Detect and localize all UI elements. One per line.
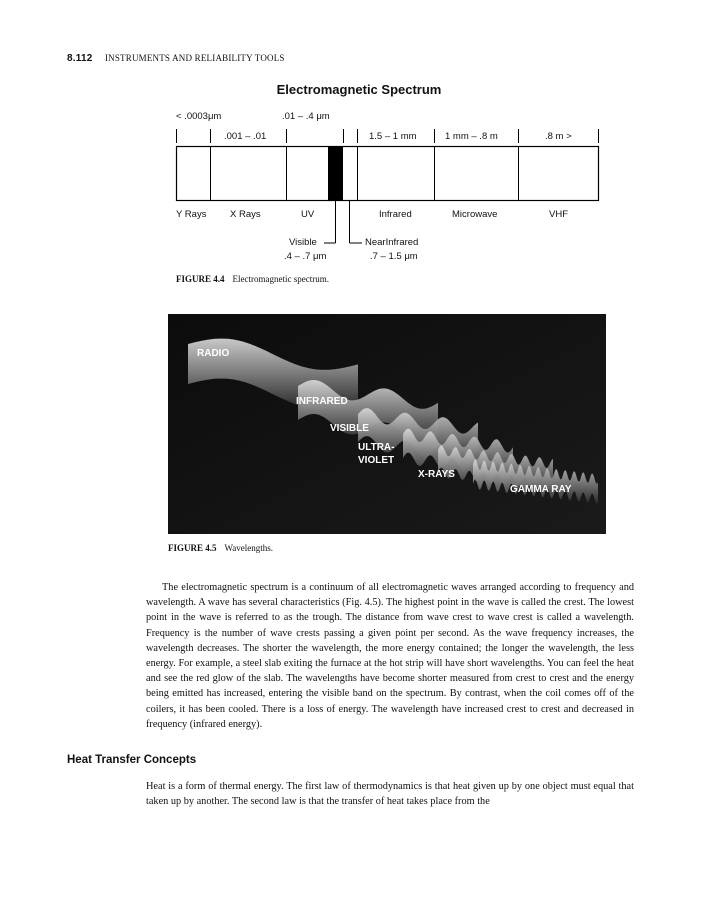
range-uv: .01 – .4 μm (282, 111, 330, 122)
wave-label-ultra: ULTRA- (358, 442, 395, 453)
paragraph: The electromagnetic spectrum is a continuum of all electromagnetic waves arranged according to frequency and wavelength. A wave has several characteristics (Fig. 4.5). The highest point in the wave is called the crest. The lowest point in the wave is referred to as the trough. The distance from wave crest to wave crest is called a wavelength. Frequency is the number of wave crests passing a given point per second. As the wave frequency increases, the wavelength decreases. The shorter the wavelength, the more energy contained; the longer the wavelength, the less energy. For example, a steel slab exiting the furnace at the hot strip will have short wavelengths. You can feel the heat and see the red glow of the slab. The wavelengths have become shorter measured from crest to crest and the energy being emitted has increased, entering the visible band on the spectrum. By contrast, when the coil comes off of the coilers, it has been cooled. There is a loss of energy. The wavelength have increased crest to crest and decreased in frequency (infrared energy). (146, 582, 634, 730)
section-text (146, 779, 634, 809)
range-gamma: < .0003μm (176, 111, 222, 122)
wave-label-visible: VISIBLE (330, 423, 369, 434)
body-text (146, 580, 634, 732)
spectrum-bar (177, 147, 599, 201)
visible-range: .4 – .7 μm (284, 251, 327, 262)
wavelengths-image (168, 314, 606, 534)
page-number: 8.112 (67, 53, 93, 64)
band-infrared: Infrared (379, 209, 412, 220)
section-heading: Heat Transfer Concepts (67, 754, 197, 766)
figure-4-4-caption (176, 274, 329, 284)
near-infrared-label: NearInfrared (365, 237, 419, 248)
wave-label-violet: VIOLET (358, 455, 395, 466)
band-vhf: VHF (549, 209, 568, 220)
caption-text: Wavelengths. (224, 543, 274, 553)
band-gamma-rays: Y Rays (176, 209, 207, 220)
spectrum-title: Electromagnetic Spectrum (276, 82, 442, 97)
caption-text: Electromagnetic spectrum. (232, 274, 329, 284)
band-x-rays: X Rays (230, 209, 261, 220)
paragraph: Heat is a form of thermal energy. The first law of thermodynamics is that heat given up by one object must equal that taken up by another. The second law is that the transfer of heat takes place from the (146, 781, 634, 808)
visible-label: Visible (289, 237, 317, 248)
figure-4-5-caption (168, 543, 273, 553)
range-vhf: .8 m > (545, 131, 572, 142)
range-infrared: 1.5 – 1 mm (369, 131, 417, 142)
near-infrared-range: .7 – 1.5 μm (370, 251, 418, 262)
caption-label: FIGURE 4.5 (168, 543, 217, 553)
wave-label-x-rays: X-RAYS (418, 469, 455, 480)
wave-label-radio: RADIO (197, 348, 230, 359)
visible-band (328, 146, 343, 201)
wave-label-gamma-ray: GAMMA RAY (510, 484, 572, 495)
spectrum-diagram (0, 0, 718, 270)
band-uv: UV (301, 209, 315, 220)
band-microwave: Microwave (452, 209, 498, 220)
range-xray: .001 – .01 (224, 131, 267, 142)
range-microwave: 1 mm – .8 m (445, 131, 498, 142)
caption-label: FIGURE 4.4 (176, 274, 225, 284)
running-title: INSTRUMENTS AND RELIABILITY TOOLS (104, 53, 285, 63)
wave-label-infrared: INFRARED (296, 396, 348, 407)
